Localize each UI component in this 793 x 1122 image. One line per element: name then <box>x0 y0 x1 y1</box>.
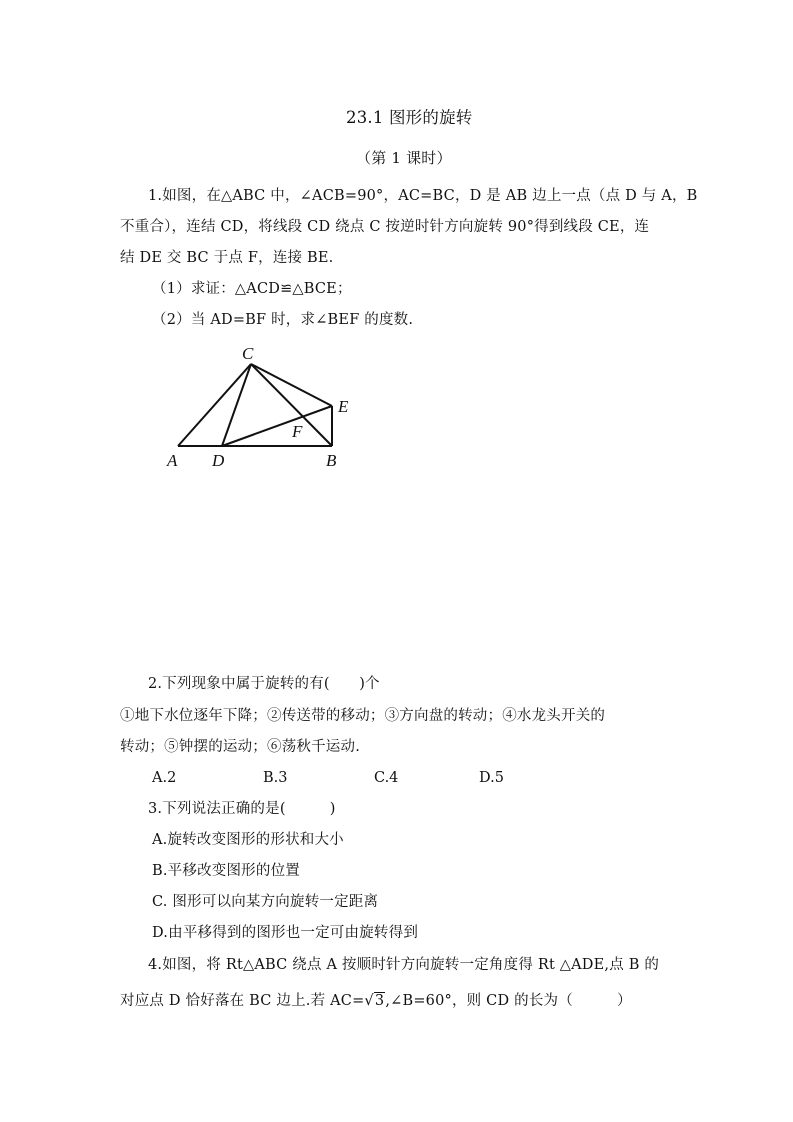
label-e: E <box>338 397 349 416</box>
sqrt-radicand: 3 <box>374 993 385 1009</box>
q1-line-1: 1.如图，在△ABC 中，∠ACB=90°，AC=BC，D 是 AB 边上一点（点 D 与 A，B <box>148 188 698 204</box>
q2-line-1: ①地下水位逐年下降；②传送带的移动；③方向盘的转动；④水龙头开关的 <box>120 708 606 724</box>
q1-part-1: （1）求证：△ACD≌△BCE； <box>152 281 352 297</box>
q4-line-1: 4.如图，将 Rt△ABC 绕点 A 按顺时针方向旋转一定角度得 Rt △ADE,点 B 的 <box>148 957 660 973</box>
q1-line-2: 不重合），连结 CD，将线段 CD 绕点 C 按逆时针方向旋转 90°得到线段 CE，连 <box>120 219 650 235</box>
q1-part-2: （2）当 AD=BF 时，求∠BEF 的度数. <box>152 312 414 328</box>
label-b: B <box>326 451 337 470</box>
q2-stem: 2.下列现象中属于旋转的有( )个 <box>148 676 380 692</box>
page-title: 23.1 图形的旋转 <box>346 108 473 127</box>
q2-option-c: C.4 <box>374 770 399 786</box>
label-f: F <box>292 422 303 441</box>
segment-ac <box>178 364 251 446</box>
q2-option-d: D.5 <box>479 770 504 786</box>
q2-line-2: 转动；⑤钟摆的运动；⑥荡秋千运动. <box>120 739 361 755</box>
segment-cd <box>222 364 251 446</box>
label-c: C <box>242 344 254 363</box>
sqrt-sign: √ <box>364 993 374 1009</box>
q2-option-b: B.3 <box>263 770 288 786</box>
segment-de <box>222 406 332 446</box>
q4-line-2 <box>120 991 632 1011</box>
q3-option-b: B.平移改变图形的位置 <box>152 863 300 879</box>
q3-option-c: C. 图形可以向某方向旋转一定距离 <box>152 894 379 910</box>
label-d: D <box>212 451 225 470</box>
page-subtitle: （第 1 课时） <box>356 149 452 167</box>
q3-stem: 3.下列说法正确的是( ) <box>148 801 336 817</box>
q4-line-2-pre: 对应点 D 恰好落在 BC 边上.若 AC= <box>120 993 365 1009</box>
q3-option-a: A.旋转改变图形的形状和大小 <box>152 832 344 848</box>
q1-geometry-figure <box>160 340 360 475</box>
q4-line-2-post: ,∠B=60°，则 CD 的长为（ ） <box>385 993 632 1009</box>
q1-line-3: 结 DE 交 BC 于点 F，连接 BE. <box>120 250 334 266</box>
sqrt-expression <box>364 991 385 1011</box>
q2-option-a: A.2 <box>152 770 177 786</box>
segment-ce <box>251 364 332 406</box>
q3-option-d: D.由平移得到的图形也一定可由旋转得到 <box>152 925 419 941</box>
label-a: A <box>167 451 178 470</box>
